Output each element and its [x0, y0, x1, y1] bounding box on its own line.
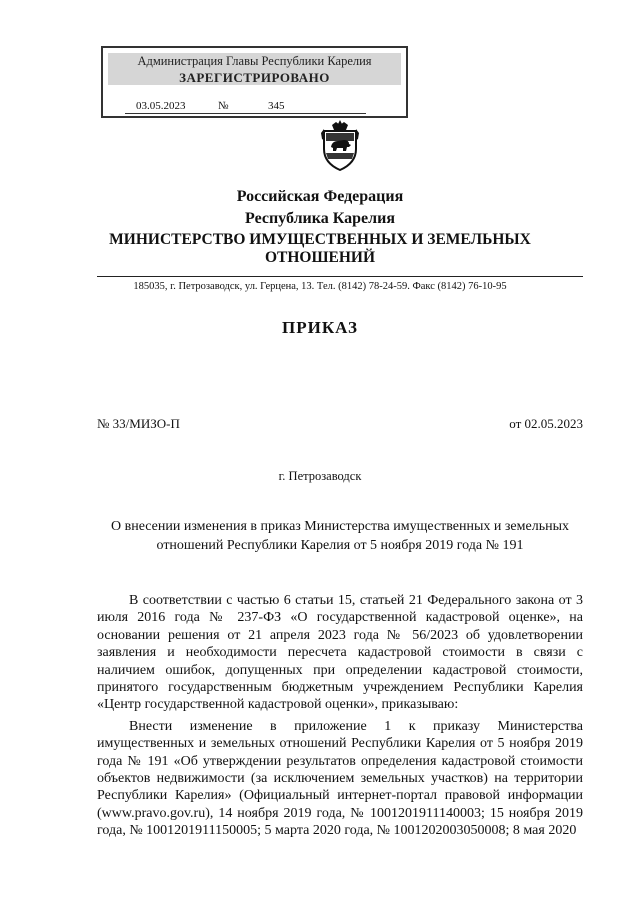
- stamp-header: [108, 53, 401, 85]
- header-divider: [97, 276, 583, 277]
- stamp-registered-label: ЗАРЕГИСТРИРОВАНО: [179, 70, 330, 85]
- body-paragraph-preamble: В соответствии с частью 6 статьи 15, статьей 21 Федерального закона от 3 июля 2016 года № 237-ФЗ «О государственной кадастровой оценке», на основании решения от 21 апреля 2023 года № 56/2023 об удовлетворении заявления и необходимости пересчета кадастровой стоимости в связи с наличием ошибок, допущенных при определении кадастровой стоимости, принятого государственным бюджетным учреждением Республики Карелия «Центр государственной кадастровой оценки», приказываю:: [97, 593, 583, 713]
- stamp-underline: [125, 113, 366, 114]
- order-subject: О внесении изменения в приказ Министерства имущественных и земельных отношений Республики Карелия от 5 ноября 2019 года № 191: [111, 519, 569, 553]
- stamp-number-sign: №: [218, 100, 229, 112]
- header-ministry-line1: МИНИСТЕРСТВО ИМУЩЕСТВЕННЫХ И ЗЕМЕЛЬНЫХ: [109, 231, 531, 248]
- order-number: № 33/МИЗО-П: [97, 416, 180, 431]
- body-paragraph-amendment: Внести изменение в приложение 1 к приказу Министерства имущественных и земельных отношений Республики Карелия от 5 ноября 2019 года № 191 «Об утверждении результатов определения кадастровой стоимости объектов недвижимости (за исключением земельных участков) на территории Республики Карелия» (Официальный интернет-портал правовой информации (www.pravo.gov.ru), 14 ноября 2019 года, № 1001201911140003; 15 ноября 2019 года, № 1001201911150005; 5 марта 2020 года, № 1001202003050008; 8 мая 2020: [97, 718, 583, 839]
- document-type-title: ПРИКАЗ: [282, 318, 358, 337]
- stamp-date: 03.05.2023: [136, 100, 186, 112]
- header-republic: Республика Карелия: [245, 210, 395, 227]
- issue-city: г. Петрозаводск: [278, 469, 362, 483]
- order-body: [97, 592, 583, 840]
- stamp-organization: Администрация Главы Республики Карелия: [137, 54, 372, 68]
- header-ministry-line2: ОТНОШЕНИЙ: [264, 249, 376, 266]
- registration-stamp: [101, 46, 408, 118]
- karelia-coat-of-arms-icon: [318, 119, 362, 171]
- header-country: Российская Федерация: [236, 188, 404, 205]
- ministry-address: 185035, г. Петрозаводск, ул. Герцена, 13. Тел. (8142) 78-24-59. Факс (8142) 76-10-95: [133, 281, 507, 292]
- stamp-number: 345: [268, 100, 285, 112]
- order-date: от 02.05.2023: [509, 416, 583, 431]
